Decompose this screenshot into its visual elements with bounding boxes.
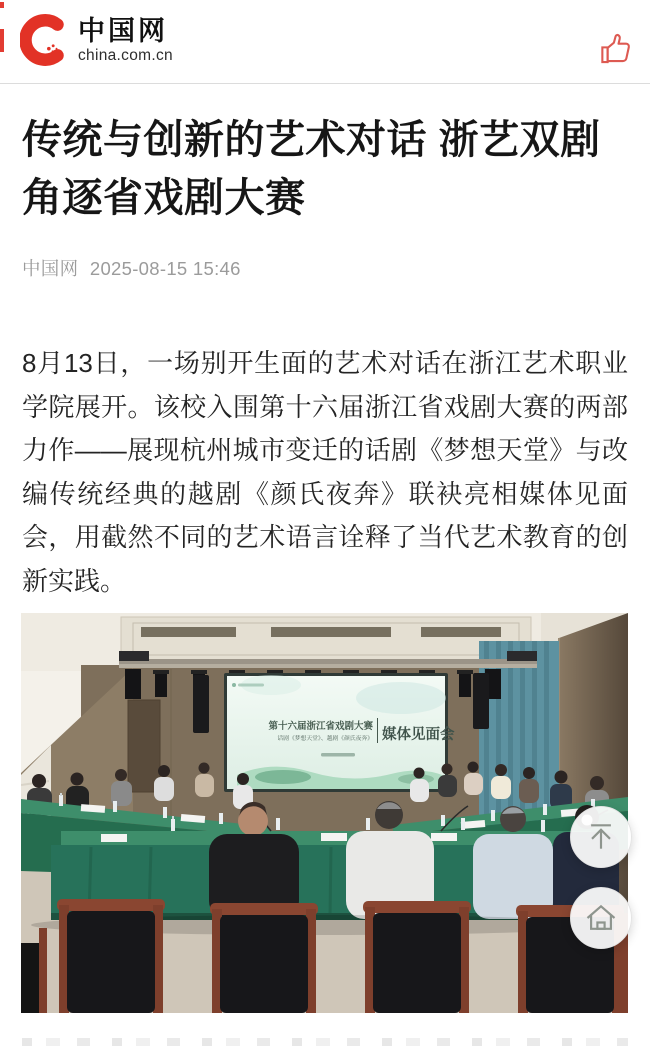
brand-domain: china.com.cn [78,46,173,64]
photo-chairs [21,899,628,1013]
clipped-next-paragraph [22,1038,628,1046]
back-to-top-icon [583,819,619,855]
home-button[interactable] [570,887,632,949]
screen-headline: 媒体见面会 [382,727,455,743]
article-title: 传统与创新的艺术对话 浙艺双剧角逐省戏剧大赛 [22,118,601,220]
brand-name: 中国网 [78,15,168,46]
screen-title-line2: 话剧《梦想天堂》、越剧《颜氏夜奔》 [277,736,373,742]
china-net-logo-icon [20,14,70,66]
screen-title-line1: 第十六届浙江省戏剧大赛 [268,721,373,732]
photo-speaker-right [473,673,489,729]
photo-speaker-left [193,675,209,733]
article-photo [21,613,628,1013]
like-button[interactable] [594,30,638,72]
article-source: 中国网 [22,258,79,279]
site-logo[interactable] [20,14,173,66]
site-header [0,0,650,84]
clipped-red-mark [0,2,4,8]
article-content [0,111,650,603]
article-paragraph: 8月13日，一场别开生面的艺术对话在浙江艺术职业学院展开。该校入围第十六届浙江省戏剧大赛的两部力作——展现杭州城市变迁的话剧《梦想天堂》与改编传统经典的越剧《颜氏夜奔》联袂亮相媒体见面会，用截然不同的艺术语言诠释了当代艺术教育的创新实践。 [22,348,628,596]
clipped-red-mark [0,29,4,52]
home-icon [583,900,619,936]
thumbs-up-icon [595,30,637,70]
article-datetime: 2025-08-15 15:46 [89,258,241,279]
article-byline [22,255,628,281]
back-to-top-button[interactable] [570,806,632,868]
